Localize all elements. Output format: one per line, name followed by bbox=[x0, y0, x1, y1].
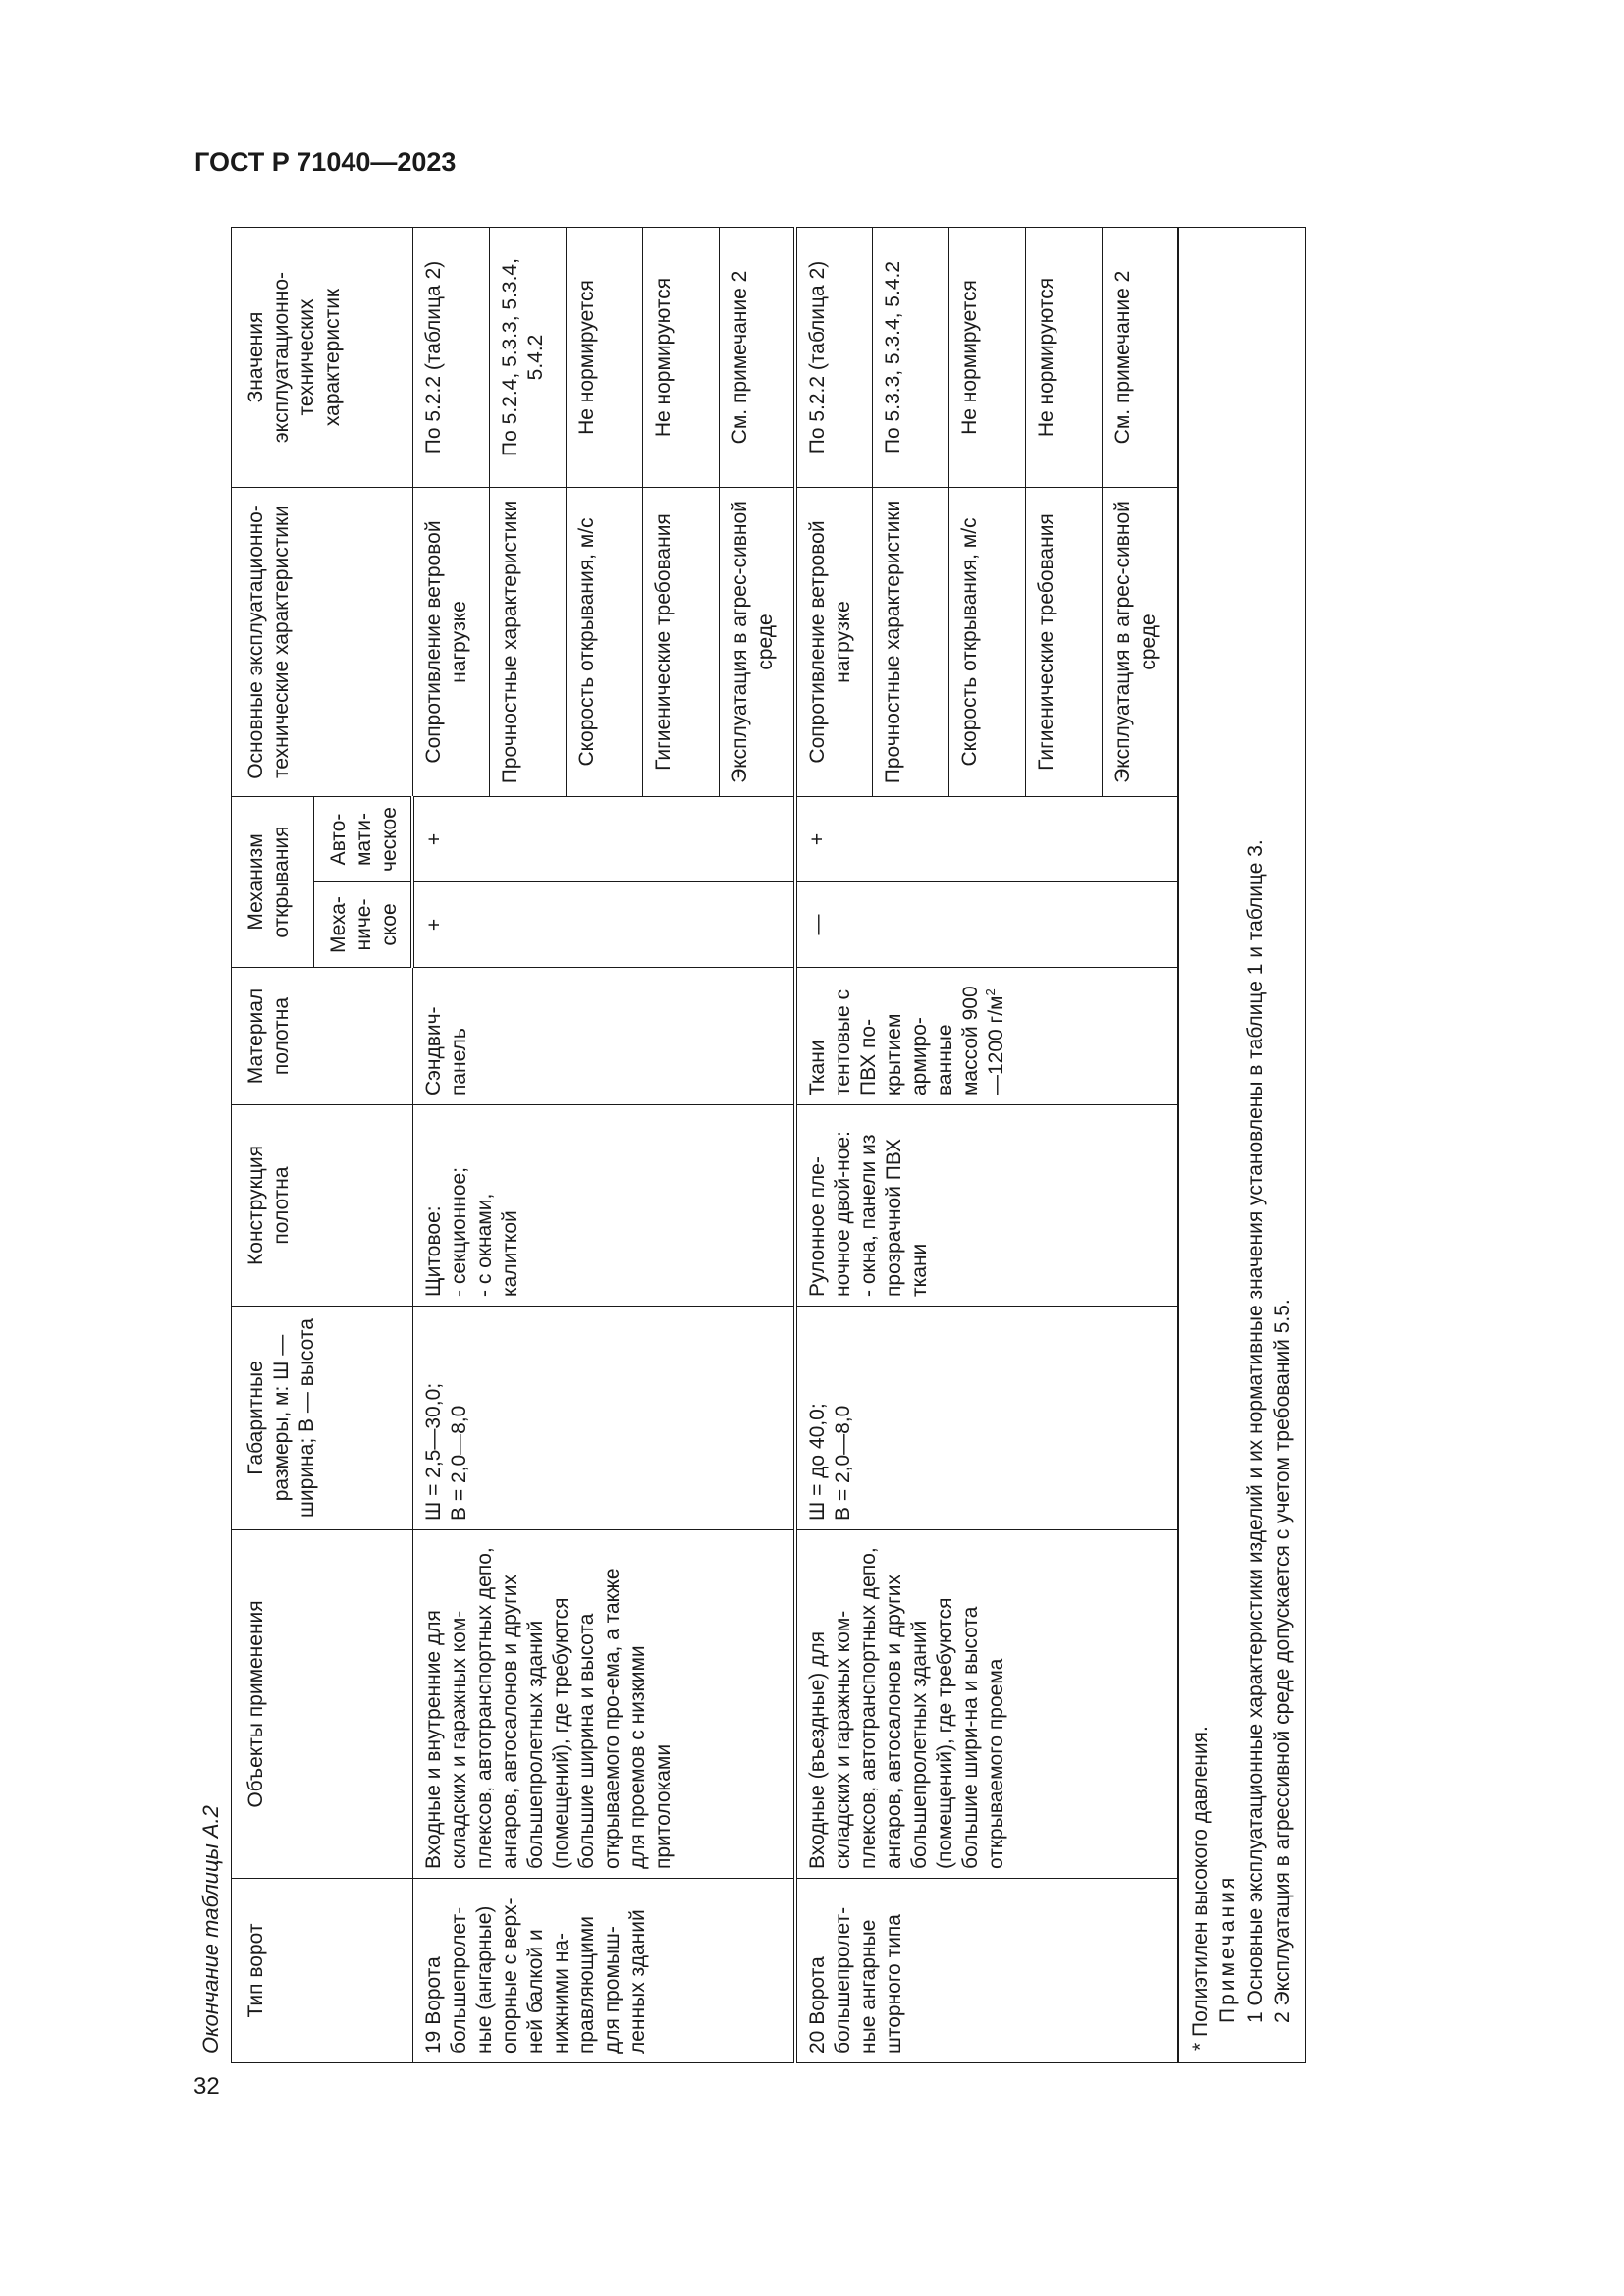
cell-characteristic: Эксплуатация в агрес-сивной среде bbox=[719, 488, 795, 797]
cell-automatic: + bbox=[412, 797, 795, 882]
cell-value: Не нормируются bbox=[642, 228, 719, 488]
dims-width: Ш = до 40,0; bbox=[806, 1403, 829, 1521]
cell-characteristic: Прочностные характеристики bbox=[489, 488, 566, 797]
material-text: Ткани тентовые с ПВХ по-крытием армиро-ванные массой 900—1200 г/м bbox=[806, 986, 1007, 1095]
dims-height: В = 2,0—8,0 bbox=[832, 1405, 854, 1521]
header-row bbox=[232, 228, 314, 2063]
dims-width: Ш = 2,5—30,0; bbox=[421, 1382, 445, 1521]
cell-characteristic: Гигиенические требования bbox=[642, 488, 719, 797]
table-row bbox=[412, 228, 489, 2063]
col-header-characteristics: Основные эксплуатационно-технические характеристики bbox=[232, 488, 413, 797]
document-id: ГОСТ Р 71040—2023 bbox=[194, 147, 457, 177]
cell-characteristic: Сопротивление ветровой нагрузке bbox=[795, 488, 872, 797]
col-header-automatic: Авто-мати-ческое bbox=[314, 797, 413, 882]
cell-value: По 5.2.2 (таблица 2) bbox=[795, 228, 872, 488]
cell-value: Не нормируется bbox=[566, 228, 642, 488]
col-header-objects: Объекты применения bbox=[232, 1530, 413, 1879]
construction-line: Щитовое: bbox=[421, 1205, 445, 1297]
note-item: 2 Эксплуатация в агрессивной среде допускается с учетом требований 5.5. bbox=[1272, 1299, 1294, 2023]
col-header-material: Материал полотна bbox=[232, 968, 413, 1105]
cell-characteristic: Скорость открывания, м/с bbox=[566, 488, 642, 797]
cell-mechanical: — bbox=[795, 882, 1178, 968]
cell-value: По 5.3.3, 5.3.4, 5.4.2 bbox=[872, 228, 948, 488]
cell-objects: Входные (въездные) для складских и гаражных ком-плексов, автотранспортных депо, ангаров, автосалонов и других большепролетных зданий (помещений), где требуются большие шири-на и высота открываемого проема bbox=[795, 1530, 1178, 1879]
footnote: * Полиэтилен высокого давления. bbox=[1189, 1726, 1212, 2051]
note-item: 1 Основные эксплуатационные характеристики изделий и их нормативные значения установлены в таблице 1 и таблице 3. bbox=[1244, 839, 1267, 2023]
cell-material: Сэндвич-панель bbox=[412, 968, 795, 1105]
cell-construction bbox=[412, 1105, 795, 1307]
notes-row bbox=[1178, 228, 1306, 2063]
col-header-construction: Конструкция полотна bbox=[232, 1105, 413, 1307]
notes-title: Примечания bbox=[1217, 1874, 1239, 2023]
gates-table bbox=[231, 227, 1306, 2063]
construction-line: Рулонное пле-ночное двой-ное: bbox=[806, 1131, 854, 1297]
cell-mechanical: + bbox=[412, 882, 795, 968]
table-row bbox=[795, 228, 872, 2063]
cell-dims bbox=[412, 1307, 795, 1530]
cell-characteristic: Эксплуатация в агрес-сивной среде bbox=[1102, 488, 1178, 797]
cell-value: По 5.2.4, 5.3.3, 5.3.4, 5.4.2 bbox=[489, 228, 566, 488]
notes-cell bbox=[1178, 228, 1306, 2063]
cell-type: 19 Ворота большепролет-ные (ангарные) опорные с верх-ней балкой и нижними на-правляющими для промыш-ленных зданий bbox=[412, 1879, 795, 2063]
cell-characteristic: Прочностные характеристики bbox=[872, 488, 948, 797]
col-header-values: Значения эксплуатационно-технических характеристик bbox=[232, 228, 413, 488]
col-header-mechanism: Механизм открывания bbox=[232, 797, 314, 968]
cell-construction bbox=[795, 1105, 1178, 1307]
col-header-mechanical: Меха-ниче-ское bbox=[314, 882, 413, 968]
superscript: 2 bbox=[983, 988, 998, 996]
page-number: 32 bbox=[193, 2073, 220, 2100]
table-caption: Окончание таблицы А.2 bbox=[198, 1805, 223, 2054]
cell-value: Не нормируются bbox=[1025, 228, 1102, 488]
construction-line: - с окнами, калиткой bbox=[472, 1193, 521, 1297]
col-header-type: Тип ворот bbox=[232, 1879, 413, 2063]
cell-objects: Входные и внутренние для складских и гаражных ком-плексов, автотранспортных депо, ангаров, автосалонов и других большепролетных зданий (помещений), где требуются большие ширина и высота открываемого про-ема, а также для проемов с низкими притолоками bbox=[412, 1530, 795, 1879]
cell-dims bbox=[795, 1307, 1178, 1530]
construction-line: - секционное; bbox=[447, 1166, 470, 1297]
cell-value: См. примечание 2 bbox=[1102, 228, 1178, 488]
cell-value: Не нормируется bbox=[948, 228, 1025, 488]
dims-height: В = 2,0—8,0 bbox=[447, 1405, 470, 1521]
cell-value: См. примечание 2 bbox=[719, 228, 795, 488]
col-header-dims: Габаритные размеры, м: Ш — ширина; В — высота bbox=[232, 1307, 413, 1530]
cell-characteristic: Гигиенические требования bbox=[1025, 488, 1102, 797]
construction-line: - окна, панели из прозрачной ПВХ ткани bbox=[857, 1134, 931, 1297]
cell-value: По 5.2.2 (таблица 2) bbox=[412, 228, 489, 488]
cell-characteristic: Сопротивление ветровой нагрузке bbox=[412, 488, 489, 797]
cell-characteristic: Скорость открывания, м/с bbox=[948, 488, 1025, 797]
cell-automatic: + bbox=[795, 797, 1178, 882]
cell-type: 20 Ворота большепролет-ные ангарные шторного типа bbox=[795, 1879, 1178, 2063]
rotated-table-area bbox=[186, 218, 1325, 2063]
cell-material bbox=[795, 968, 1178, 1105]
